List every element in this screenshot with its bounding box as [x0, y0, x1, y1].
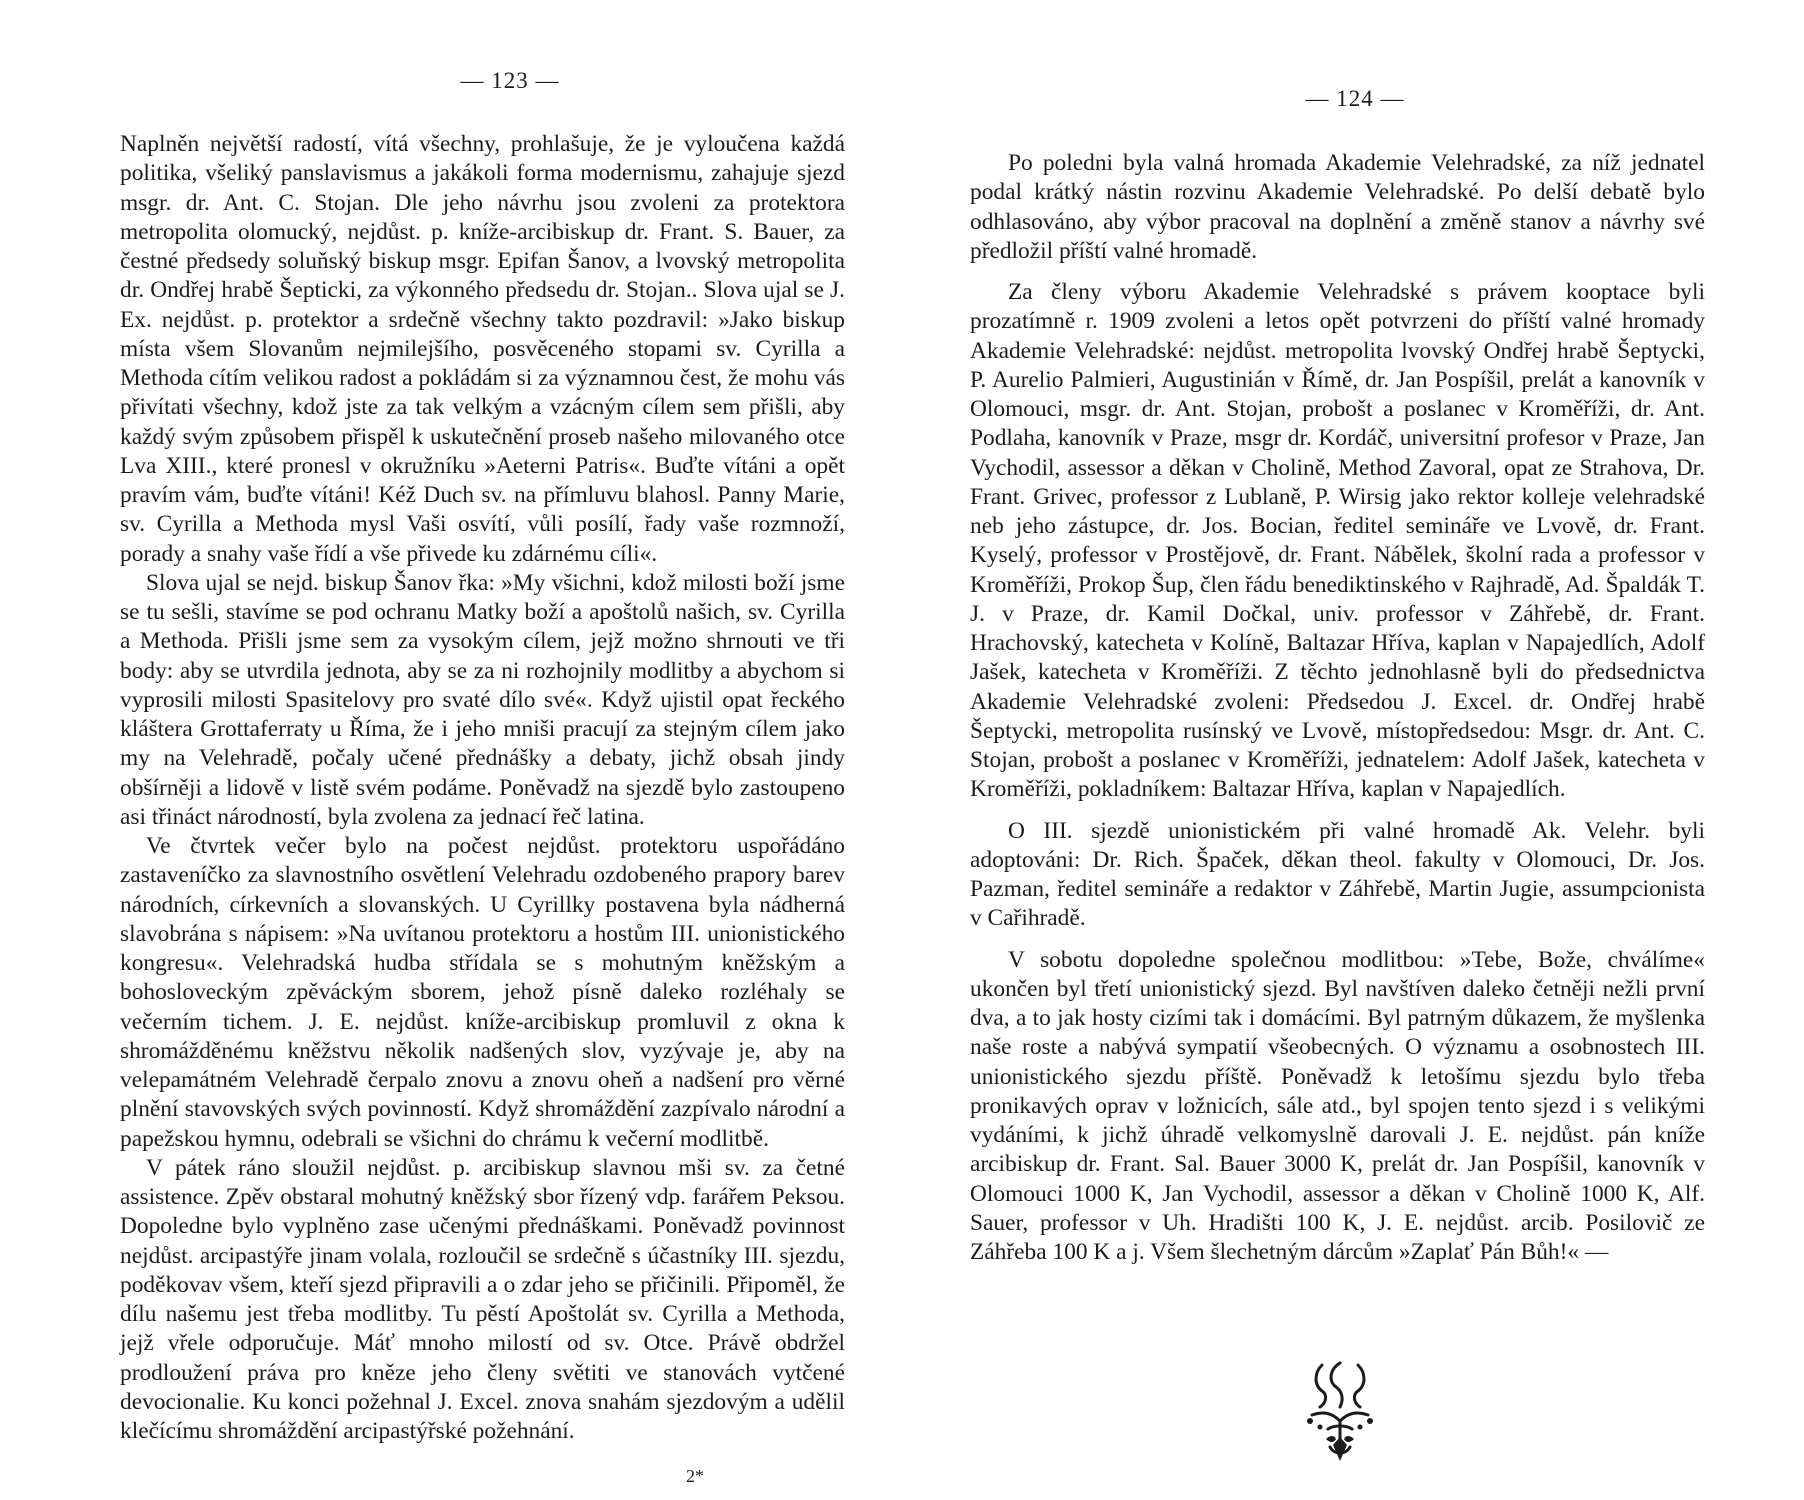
right-page-text	[970, 149, 1705, 1267]
paragraph: V sobotu dopoledne společnou modlitbou: »Tebe, Bože, chválíme« ukončen byl třetí unionistický sjezd. Byl navštíven daleko četněji nežli první dva, a to jak hosty cizími tak i domácími. Byl patrným důkazem, že myšlenka naše roste a nabývá sympatií všeobecných. O významu a osobnostech III. unionistického sjezdu příště. Poněvadž k letošímu sjezdu bylo třeba pronikavých oprav v ložnicích, sále atd., byl spojen tento sjezd i s velikými vydáními, k jichž úhradě velkomyslně darovali J. E. nejdůst. pán kníže arcibiskup dr. Frant. Sal. Bauer 3000 K, prelát dr. Jan Pospíšil, kanovník v Olomouci 1000 K, Jan Vychodil, assessor a děkan v Cholině 1000 K, Alf. Sauer, professor v Uh. Hradišti 100 K, J. E. nejdůst. arcib. Posilovič ze Záhřeba 100 K a j. Všem šlechetným dárcům »Zaplať Pán Bůh!« —	[970, 946, 1705, 1265]
paragraph: Naplněn největší radostí, vítá všechny, prohlašuje, že je vyloučena každá politika, všeliký panslavismus a jakákoli forma modernismu, zahajuje sjezd msgr. dr. Ant. C. Stojan. Dle jeho návrhu jsou zvoleni za protektora metropolita olomucký, nejdůst. p. kníže-arcibiskup dr. Frant. S. Bauer, za čestné předsedy soluňský biskup msgr. Epifan Šanov, a lvovský metropolita dr. Ondřej hrabě Šepticki, za výkonného předsedu dr. Stojan.. Slova ujal se J. Ex. nejdůst. p. protektor a srdečně všechny takto pozdravil: »Jako biskup místa všem Slovanům nejmilejšího, posvěceného stopami sv. Cyrilla a Methoda cítím velikou radost a pokládám si za významnou čest, že mohu vás přivítati všechny, kdož jste za tak velkým a vzácným cílem sem přišli, aby každý svým způsobem přispěl k uskutečnění proseb našeho milovaného otce Lva XIII., které pronesl v okružníku »Aeterni Patris«. Buďte vítáni a opět pravím vám, buďte vítáni! Kéž Duch sv. na přímluvu blahosl. Panny Marie, sv. Cyrilla a Methoda mysl Vaši osvítí, vůli posílí, řady vaše rozmnoží, porady a snahy vaše řídí a vše přivede ku zdárnému cíli«.	[120, 131, 845, 567]
paragraph: V pátek ráno sloužil nejdůst. p. arcibiskup slavnou mši sv. za četné assistence. Zpěv obstaral mohutný kněžský sbor řízený vdp. farářem Peksou. Dopoledne bylo vyplněno zase učenými přednáškami. Poněvadž povinnost nejdůst. arcipastýře jinam volala, rozloučil se srdečně s účastníky III. sjezdu, poděkovav všem, kteří sjezd připravili a o zdar jeho se přičinili. Připoměl, že dílu našemu jest třeba modlitby. Tu pěstí Apoštolát sv. Cyrilla a Methoda, jejž vřele odporučuje. Máť mnoho milostí od sv. Otce. Právě obdržel prodloužení práva pro kněze jeho členy světiti ve stanovách vytčené devocionalie. Ku konci požehnal J. Excel. znova snahám sjezdovým a udělil klečícímu shromáždění arcipastýřské požehnání.	[120, 1154, 845, 1444]
page-number-right: — 124 —	[1305, 86, 1405, 111]
paragraph: Za členy výboru Akademie Velehradské s právem kooptace byli prozatímně r. 1909 zvoleni a letos opět potvrzeni do příští valné hromady Akademie Velehradské: nejdůst. metropolita lvovský Ondřej hrabě Šeptycki, P. Aurelio Palmieri, Augustinián v Římě, dr. Jan Pospíšil, prelát a kanovník v Olomouci, msgr. dr. Ant. Stojan, probošt a poslanec v Kroměříži, dr. Ant. Podlaha, kanovník v Praze, msgr dr. Kordáč, universitní profesor v Praze, Jan Vychodil, assessor a děkan v Cholině, Method Zavoral, opat ze Strahova, Dr. Frant. Grivec, professor z Lublaně, P. Wirsig jako rektor kolleje velehradské neb jeho zástupce, dr. Jos. Bocian, ředitel semináře ve Lvově, dr. Frant. Kyselý, professor v Prostějově, dr. Frant. Nábělek, školní rada a professor v Kroměříži, Prokop Šup, člen řádu benediktinského v Rajhradě, Ad. Špaldák T. J. v Praze, dr. Kamil Dočkal, univ. professor v Záhřebě, dr. Frant. Hrachovský, katecheta v Kolíně, Baltazar Hříva, kaplan v Napajedlích, Adolf Jašek, katecheta v Kroměříži. Z těchto jednohlasně byli do předsednictva Akademie Velehradské zvoleni: Předsedou J. Excel. dr. Ondřej hrabě Šeptycki, metropolita rusínský ve Lvově, místopředsedou: Msgr. dr. Ant. C. Stojan, probošt a poslanec v Kroměříži, jednatelem: Adolf Jašek, katecheta v Kroměříži, pokladníkem: Baltazar Hříva, kaplan v Napajedlích.	[970, 279, 1705, 803]
paragraph: Slova ujal se nejd. biskup Šanov řka: »My všichni, kdož milosti boží jsme se tu sešli, stavíme se pod ochranu Matky boží a apoštolů našich, sv. Cyrilla a Methoda. Přišli jsme sem za vysokým cílem, jejž možno shrnouti ve tři body: aby se utvrdila jednota, aby se za ni rozhojnily modlitby a abychom si vyprosili milosti Spasitelovy pro svaté dílo své«. Když ujistil opat řeckého kláštera Grottaferraty u Říma, že i jeho mniši pracují za stejným cílem jako my na Velehradě, počaly učené přednášky a debaty, jichž obsah jindy obšírněji a lidově v listě svém podáme. Poněvadž na sjezdě bylo zastoupeno asi třináct národností, byla zvolena za jednací řeč latina.	[120, 569, 845, 830]
decorative-ornament-icon	[1300, 1355, 1380, 1465]
paragraph: Po poledni byla valná hromada Akademie Velehradské, za níž jednatel podal krátký nástin rozvinu Akademie Velehradské. Po delší debatě bylo odhlasováno, aby výbor pracoval na doplnění a změně stanov a návrhy své předložil příští valné hromadě.	[970, 150, 1705, 264]
paragraph: O III. sjezdě unionistickém při valné hromadě Ak. Velehr. byli adoptováni: Dr. Rich. Špaček, děkan theol. fakulty v Olomouci, Dr. Jos. Pazman, ředitel semináře a redaktor v Záhřebě, Martin Jugie, assumpcionista v Cařihradě.	[970, 817, 1705, 932]
paragraph: Ve čtvrtek večer bylo na počest nejdůst. protektoru uspořádáno zastaveníčko za slavnostního osvětlení Velehradu ozdobeného prapory barev národních, církevních a slovanských. U Cyrillky postavena byla nádherná slavobrána s nápisem: »Na uvítanou protektoru a hostům III. unionistického kongresu«. Velehradská hudba střídala se s mohutným kněžským a bohosloveckým zpěváckým sborem, jehož písně daleko rozléhaly se večerním tichem. J. E. nejdůst. kníže-arcibiskup promluvil z okna k shromážděnému kněžstvu několik nadšených slov, vyzývaje je, aby na velepamátném Velehradě čerpalo znovu a znovu oheň a nadšení pro věrné plnění stavovských svých povinností. Když shromáždění zazpívalo národní a papežskou hymnu, odebrali se všichni do chrámu k večerní modlitbě.	[120, 833, 845, 1152]
page-number-left: — 123 —	[460, 68, 560, 93]
left-page-text	[120, 130, 845, 1446]
signature-mark: 2*	[686, 1466, 704, 1486]
